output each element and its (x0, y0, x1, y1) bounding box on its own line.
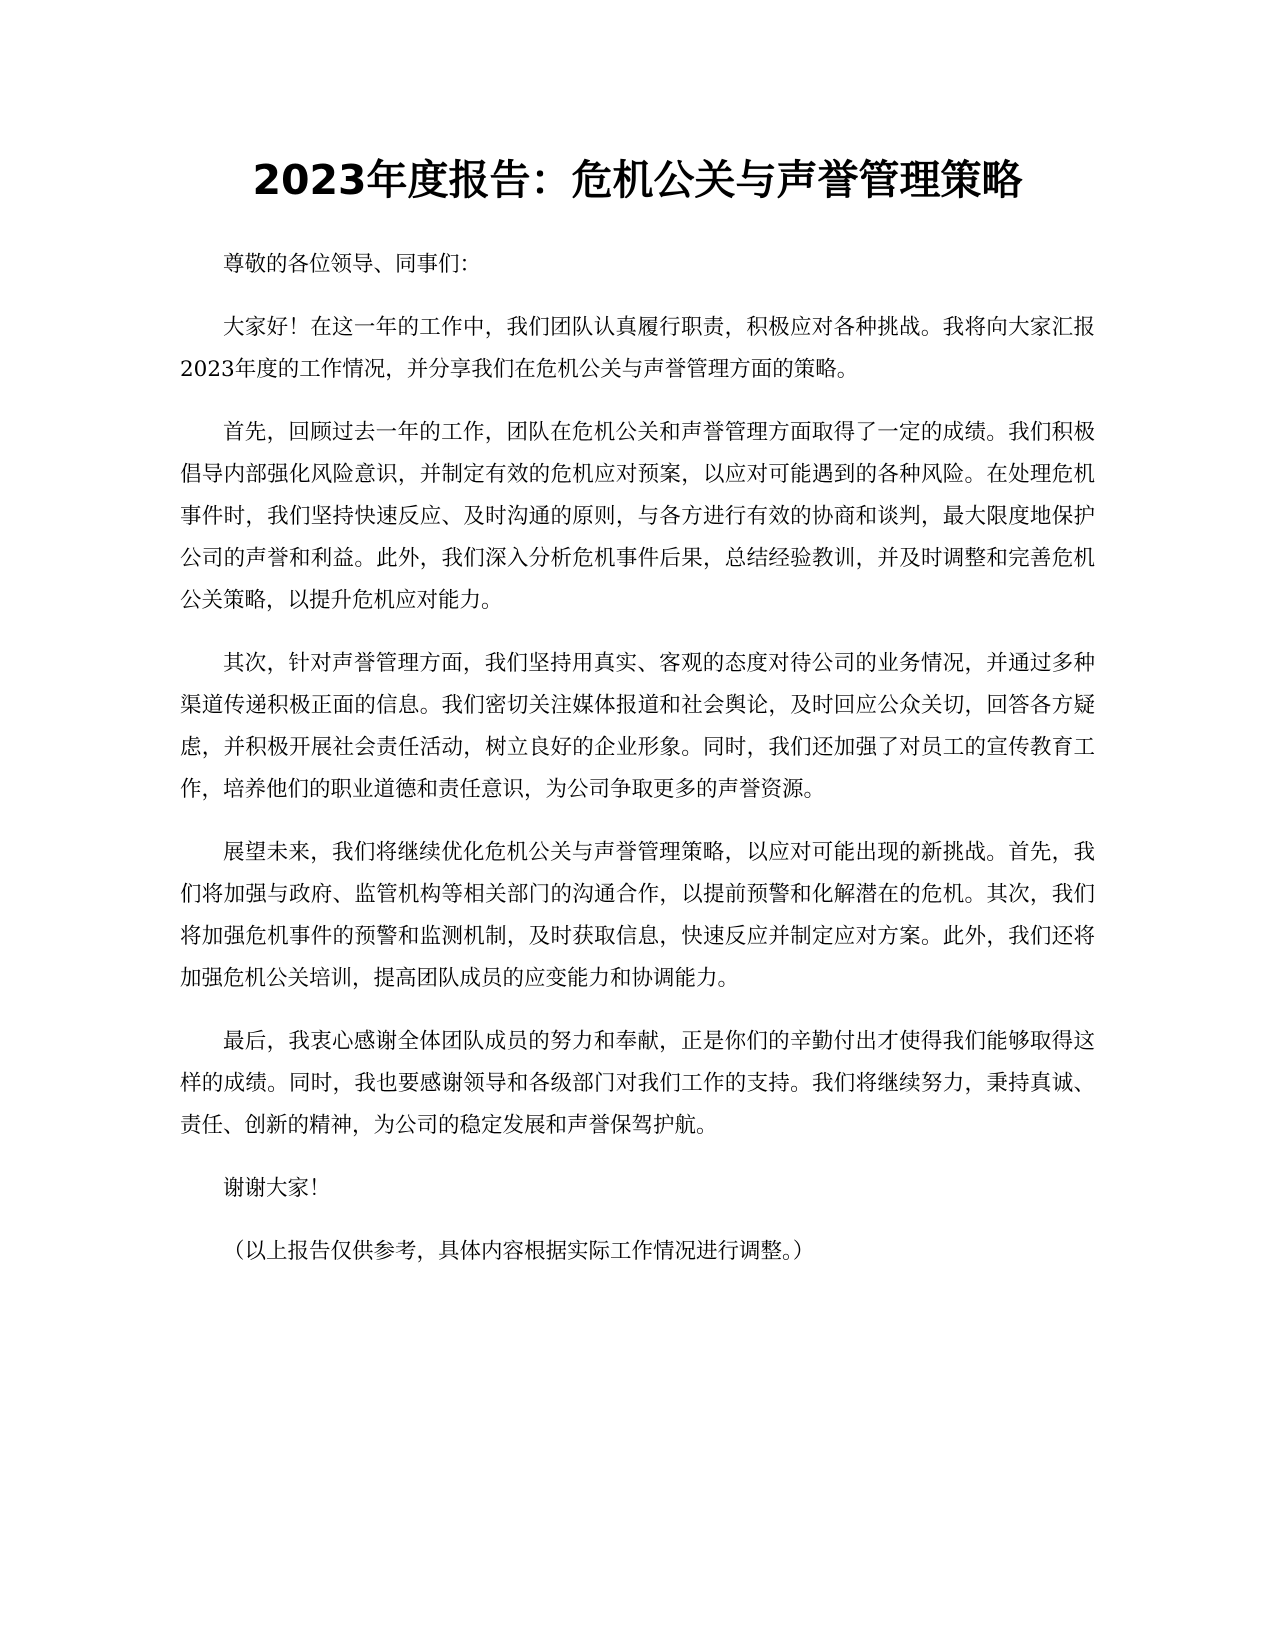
document-body (180, 244, 1095, 1294)
salutation-paragraph: 尊敬的各位领导、同事们： (223, 252, 482, 277)
outlook-paragraph: 展望未来，我们将继续优化危机公关与声誉管理策略，以应对可能出现的新挑战。首先，我们将加强与政府、监管机构等相关部门的沟通合作，以提前预警和化解潜在的危机。其次，我们将加强危机事件的预警和监测机制，及时获取信息，快速反应并制定应对方案。此外，我们还将加强危机公关培训，提高团队成员的应变能力和协调能力。 (180, 840, 1095, 991)
note-paragraph: （以上报告仅供参考，具体内容根据实际工作情况进行调整。） (223, 1239, 815, 1264)
closing-paragraph: 谢谢大家！ (223, 1176, 331, 1201)
document-title: 2023年度报告：危机公关与声誉管理策略 (252, 156, 1023, 204)
review-paragraph: 首先，回顾过去一年的工作，团队在危机公关和声誉管理方面取得了一定的成绩。我们积极倡导内部强化风险意识，并制定有效的危机应对预案，以应对可能遇到的各种风险。在处理危机事件时，我们坚持快速反应、及时沟通的原则，与各方进行有效的协商和谈判，最大限度地保护公司的声誉和利益。此外，我们深入分析危机事件后果，总结经验教训，并及时调整和完善危机公关策略，以提升危机应对能力。 (180, 420, 1095, 613)
greeting-paragraph: 大家好！在这一年的工作中，我们团队认真履行职责，积极应对各种挑战。我将向大家汇报2023年度的工作情况，并分享我们在危机公关与声誉管理方面的策略。 (180, 315, 1095, 382)
thanks-paragraph: 最后，我衷心感谢全体团队成员的努力和奉献，正是你们的辛勤付出才使得我们能够取得这样的成绩。同时，我也要感谢领导和各级部门对我们工作的支持。我们将继续努力，秉持真诚、责任、创新的精神，为公司的稳定发展和声誉保驾护航。 (180, 1029, 1095, 1138)
reputation-paragraph: 其次，针对声誉管理方面，我们坚持用真实、客观的态度对待公司的业务情况，并通过多种渠道传递积极正面的信息。我们密切关注媒体报道和社会舆论，及时回应公众关切，回答各方疑虑，并积极开展社会责任活动，树立良好的企业形象。同时，我们还加强了对员工的宣传教育工作，培养他们的职业道德和责任意识，为公司争取更多的声誉资源。 (180, 651, 1095, 802)
